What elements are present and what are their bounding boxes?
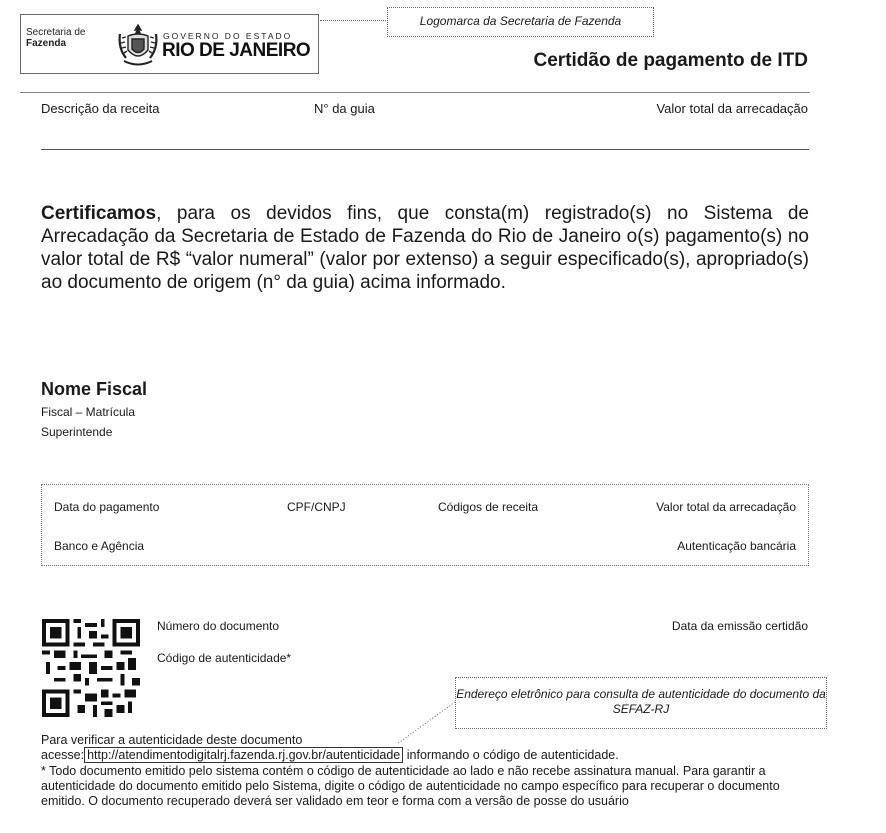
valor-total-label: Valor total da arrecadação [656,101,808,116]
coat-of-arms-icon [116,22,160,68]
logo-callout: Logomarca da Secretaria de Fazenda [387,7,654,37]
numero-documento-label: Número do documento [157,619,280,633]
signatory-name: Nome Fiscal [41,379,148,399]
cpf-cnpj-label: CPF/CNPJ [287,500,346,514]
address-callout: Endereço eletrônico para consulta de autenticidade do documento da SEFAZ-RJ [455,677,827,729]
acesse-line [41,748,619,763]
data-pagamento-label: Data do pagamento [54,500,160,514]
acesse-label: acesse: [41,748,85,762]
after-url-text: informando o código de autenticidade. [403,748,619,762]
secretaria-logo-text [26,27,85,49]
rio-de-janeiro-text: RIO DE JANEIRO [162,40,311,61]
verify-line: Para verificar a autenticidade deste documento [41,733,303,747]
data-emissao-label: Data da emissão certidão [671,619,808,633]
header-divider [20,92,810,93]
secretaria-line1: Secretaria de [26,27,86,38]
row1-divider [41,149,809,150]
payment-box [41,484,809,566]
signatory-office: Superintende [41,425,113,439]
certificate-lead: Certificamos [41,203,157,224]
autenticacao-bancaria-label: Autenticação bancária [677,539,796,553]
governo-text: GOVERNO DO ESTADO [163,31,293,41]
payment-valor-total-label: Valor total da arrecadação [656,500,796,514]
authenticity-url-link[interactable]: http://atendimentodigitalrj.fazenda.rj.gov.br/autenticidade [84,747,403,763]
certificate-body: , para os devidos fins, que consta(m) registrado(s) no Sistema de Arrecadação da Secretaria de Estado de Fazenda do Rio de Janeiro o(s) pagamento(s) no valor total de R$ “valor numeral” (valor por extenso) a seguir especificado(s), apropriado(s) ao documento de origem (n° da guia) acima informado. [41,203,809,293]
footer-note: * Todo documento emitido pelo sistema contém o código de autenticidade ao lado e não recebe assinatura manual. Para garantir a autenticidade do documento emitido pelo Sistema, digite o código de autenticidade no campo específico para recuperar o documento emitido. O documento recuperado deverá ser validado em teor e forma com a versão de posse do usuário [41,764,780,808]
certificate-paragraph [41,202,809,294]
descricao-receita-label: Descrição da receita [41,101,160,116]
secretaria-line2: Fazenda [26,38,67,49]
signatory-role: Fiscal – Matrícula [41,405,136,419]
logo-callout-connector [320,20,386,21]
qr-code-icon [42,617,140,719]
banco-agencia-label: Banco e Agência [54,539,145,553]
codigos-receita-label: Códigos de receita [438,500,539,514]
codigo-autenticidade-label: Código de autenticidade* [157,651,292,665]
address-callout-connector [395,700,457,746]
numero-guia-label: N° da guia [314,101,375,116]
page-title: Certidão de pagamento de ITD [533,50,808,71]
